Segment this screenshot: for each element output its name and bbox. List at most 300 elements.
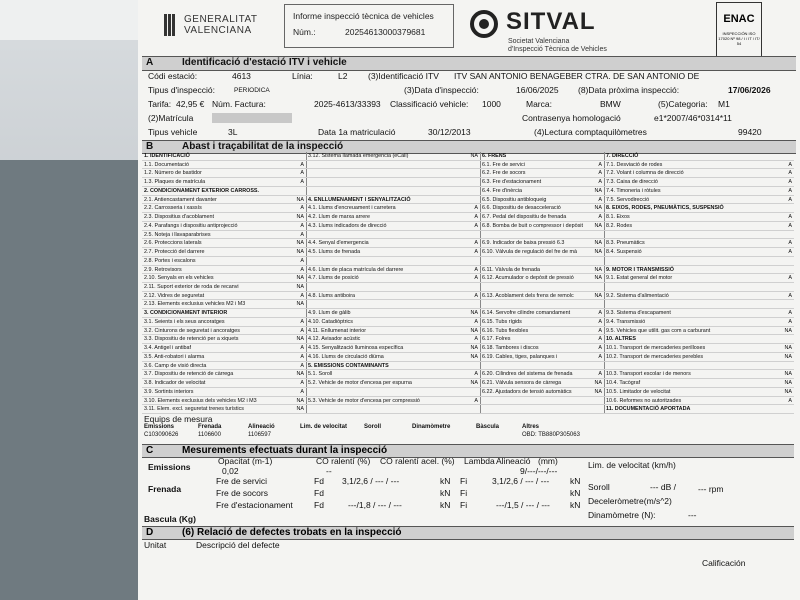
defects-table: [142, 538, 794, 600]
background-desk: [0, 160, 150, 600]
inspection-item-label: 7.1. Desviació de rodes: [606, 161, 663, 168]
report-id-box: [284, 4, 454, 48]
inspection-item-result: A: [474, 266, 478, 273]
kn-1b: kN: [570, 476, 581, 486]
inspection-item-label: 4.3. Llums indicadors de direcció: [308, 222, 387, 229]
data-prox-label: (8)Data pròxima inspecció:: [578, 85, 680, 95]
inspection-item-label: 6.7. Pedal del dispositiu de frenada: [482, 214, 567, 221]
inspection-item-result: NA: [594, 266, 602, 273]
sitval-sub1: Societat Valenciana: [508, 38, 570, 45]
inspection-item-label: 4.11. Enllumenat interior: [308, 327, 367, 334]
inspection-item-result: NA: [470, 353, 478, 360]
inspection-item-result: A: [300, 388, 304, 395]
inspection-item-result: NA: [296, 249, 304, 256]
inspection-item-label: 2.11. Suport exterior de roda de recanvi: [144, 284, 239, 290]
inspection-item-result: NA: [594, 380, 602, 387]
inspection-item: [306, 161, 480, 170]
inspection-item-result: A: [474, 240, 478, 247]
inspection-item-label: 3.6. Camp de visió directa: [144, 362, 207, 369]
items-group-header: [142, 309, 306, 318]
tarifa-label: Tarifa:: [148, 99, 172, 109]
inspection-item: [480, 248, 604, 257]
inspection-item-result: NA: [296, 406, 304, 413]
inspection-item-result: A: [300, 292, 304, 299]
inspection-item: [306, 405, 480, 414]
linia-label: Línia:: [292, 71, 313, 81]
inspection-item-result: NA: [594, 388, 602, 395]
inspection-item-label: 7.5. Servodirecció: [606, 196, 650, 203]
inspection-item: [306, 257, 480, 266]
inspection-item-label: 3.10. Elements exclusius dels vehicles M2 i M3: [144, 397, 257, 404]
items-group-header: [604, 405, 794, 414]
fi-1-value: 3,1/2,6 / --- / ---: [492, 476, 550, 486]
inspection-item: [142, 204, 306, 213]
inspection-item: [604, 274, 794, 283]
classif-label: Classificació vehicle:: [390, 99, 469, 109]
section-d-letter: D: [146, 527, 154, 538]
inspection-item-label: 4.7. Llums de posició: [308, 275, 359, 282]
lim-vel-label: Lim. de velocitat (km/h): [588, 460, 676, 470]
inspection-item-result: A: [300, 327, 304, 334]
inspection-item-label: 6. FRENS: [482, 153, 507, 159]
inspection-item-result: NA: [296, 196, 304, 203]
inspection-item-label: 3.1. Seients i els seus ancoratges: [144, 318, 225, 325]
inspection-item-label: 3.4. Antigel i antibaf: [144, 345, 192, 352]
inspection-item-result: A: [598, 170, 602, 177]
inspection-item-label: 10.1. Transport de mercaderies perilloses: [606, 345, 706, 352]
inspection-item-label: 1. IDENTIFICACIÓ: [144, 153, 190, 159]
inspection-item-label: 7.2. Volant i columna de direcció: [606, 170, 684, 177]
inspection-item-result: A: [300, 231, 304, 238]
inspection-item-label: 10.5. Limitador de velocitat: [606, 388, 671, 395]
inspection-item-result: A: [598, 318, 602, 325]
inspection-item-label: 3.12. Sistema llamada emergencia (eCall): [308, 153, 409, 159]
enac-badge: [716, 2, 762, 58]
inspection-item-result: A: [598, 371, 602, 378]
row-tipus-insp: [142, 85, 796, 97]
categoria-label: (5)Categoria:: [658, 99, 708, 109]
factura-label: Núm. Factura:: [212, 99, 266, 109]
section-b-title: Abast i traçabilitat de la inspecció: [182, 141, 344, 152]
inspection-item-result: A: [474, 249, 478, 256]
inspection-item: [480, 196, 604, 205]
inspection-item: [142, 292, 306, 301]
inspection-item: [480, 222, 604, 231]
linia-value: L2: [338, 71, 348, 81]
inspection-item: [142, 196, 306, 205]
inspection-item: [142, 318, 306, 327]
equips-soroll-label: Soroll: [364, 424, 382, 430]
inspection-item-result: A: [788, 196, 792, 203]
equips-frenada-label: Frenada: [198, 424, 222, 430]
inspection-item: [142, 213, 306, 222]
ident-label: (3)Identificació ITV: [368, 71, 439, 81]
inspection-item-label: 6.2. Fre de socors: [482, 170, 526, 177]
inspection-item: [306, 231, 480, 240]
inspection-item: [306, 274, 480, 283]
inspection-item-label: 4.2. Llum de marxa arrere: [308, 214, 371, 221]
inspection-item: [142, 327, 306, 336]
inspection-item: [306, 318, 480, 327]
inspection-item-result: NA: [594, 240, 602, 247]
inspection-item-label: 3.5. Anti-robatori i alarma: [144, 353, 205, 360]
inspection-item: [604, 231, 794, 240]
inspection-item: [480, 300, 604, 309]
inspection-item-label: 4.15. Senyalització lluminosa específica: [308, 345, 404, 352]
inspection-item-label: 8. EIXOS, RODES, PNEUMÀTICS, SUSPENSIÓ: [606, 205, 724, 212]
inspection-item-result: A: [300, 161, 304, 168]
soroll-value: --- dB /: [650, 482, 676, 492]
inspection-item: [604, 169, 794, 178]
enac-sub: INSPECCIÓN ISO 17020 Nº 98 / I / IT / IT/ 54: [718, 31, 760, 46]
inspection-item: [306, 178, 480, 187]
inspection-item-label: 3.7. Dispositiu de retenció de càrrega: [144, 371, 234, 378]
section-c-title: Mesurements efectuats durant la inspecció: [182, 445, 388, 456]
inspection-item-label: 1.2. Número de bastidor: [144, 170, 202, 177]
inspection-item-label: 4.10. Catadiòptrics: [308, 318, 353, 325]
inspection-item-result: NA: [594, 275, 602, 282]
lectura-value: 99420: [738, 127, 762, 137]
inspection-item-result: A: [598, 353, 602, 360]
inspection-item: [604, 292, 794, 301]
calificacio-label: Calificación: [702, 558, 746, 568]
data-insp-label: (3)Data d'inspecció:: [404, 85, 479, 95]
inspection-item: [480, 405, 604, 414]
inspection-item-result: NA: [470, 153, 478, 159]
inspection-item-result: A: [788, 249, 792, 256]
inspection-item-result: NA: [784, 327, 792, 334]
section-a-header: [142, 56, 796, 71]
codi-value: 4613: [232, 71, 251, 81]
inspection-item-result: NA: [784, 345, 792, 352]
kn-2a: kN: [440, 488, 451, 498]
kn-1a: kN: [440, 476, 451, 486]
inspection-item-label: 2.2. Carrosseria i xassís: [144, 205, 202, 212]
report-number-label: Núm.:: [293, 27, 316, 37]
dinam-label: Dinamòmetre (N):: [588, 510, 656, 520]
inspection-item: [604, 370, 794, 379]
inspection-item: [142, 239, 306, 248]
sitval-logo-icon: [470, 10, 498, 38]
inspection-item-result: A: [788, 310, 792, 317]
inspection-item-label: 4.8. Llums antiboira: [308, 292, 356, 299]
inspection-item-label: 2.6. Proteccions laterals: [144, 240, 202, 247]
inspection-item-result: NA: [594, 187, 602, 194]
alineacio-label: Alineació: [496, 456, 531, 466]
inspection-item: [142, 370, 306, 379]
inspection-item-label: 10. ALTRES: [606, 336, 636, 343]
inspection-item-label: 2.8. Portes i escalons: [144, 257, 196, 264]
inspection-item-label: 8.4. Suspensió: [606, 249, 642, 256]
equips-lim-label: Lim. de velocitat: [300, 424, 348, 430]
inspection-item-result: A: [788, 187, 792, 194]
inspection-item: [604, 187, 794, 196]
co-acel-label: CO ralentí acel. (%): [380, 456, 455, 466]
decel-label: Deceleròmetre(m/s^2): [588, 496, 672, 506]
fre-estac-label: Fre d'estacionament: [216, 500, 293, 510]
equips-alineacio-label: Alineació: [248, 424, 275, 430]
inspection-item-label: 2.3. Dispositius d'acoblament: [144, 214, 214, 221]
fi-1: Fi: [460, 476, 468, 486]
row-tipus-vehicle: [142, 127, 796, 139]
inspection-item-label: 5.2. Vehicle de motor d'encesa per espurna: [308, 380, 412, 387]
marca-value: BMW: [600, 99, 621, 109]
inspection-item: [480, 187, 604, 196]
inspection-item: [604, 222, 794, 231]
generalitat-name: [184, 14, 257, 36]
fd-3-value: ---/1,8 / --- / ---: [348, 500, 402, 510]
inspection-item: [604, 397, 794, 406]
inspection-item-label: 6.19. Cables, tiges, palanques i: [482, 353, 558, 360]
inspection-item: [604, 309, 794, 318]
inspection-item-label: 9.4. Transmissió: [606, 318, 646, 325]
inspection-item: [604, 239, 794, 248]
inspection-item: [142, 283, 306, 292]
inspection-item: [480, 327, 604, 336]
inspection-item-label: 4.9. Llum de gàlib: [308, 310, 351, 317]
inspection-item-label: 4.12. Avisador acústic: [308, 336, 361, 343]
inspection-item-result: A: [788, 318, 792, 325]
inspection-items-grid: [142, 152, 794, 414]
inspection-item: [604, 327, 794, 336]
tarifa-value: 42,95 €: [176, 99, 205, 109]
inspection-item-label: 2.10. Senyals en els vehicles: [144, 275, 214, 282]
inspection-item-result: NA: [594, 222, 602, 229]
ident-value: ITV SAN ANTONIO BENAGEBER CTRA. DE SAN ANTONIO DE: [454, 71, 700, 81]
inspection-item: [142, 274, 306, 283]
inspection-item-result: NA: [296, 301, 304, 308]
fi-2: Fi: [460, 488, 468, 498]
inspection-item-result: A: [300, 205, 304, 212]
inspection-item-result: A: [300, 345, 304, 352]
unitat-label: Unitat: [144, 540, 167, 550]
sitval-name: SITVAL: [506, 8, 596, 35]
inspection-item-label: 2.9. Retrovisors: [144, 266, 182, 273]
inspection-item-result: NA: [784, 380, 792, 387]
inspection-item: [142, 379, 306, 388]
section-a-title: Identificació d'estació ITV i vehicle: [182, 57, 347, 68]
lectura-label: (4)Lectura comptaquilòmetres: [534, 127, 647, 137]
frenada-label: Frenada: [148, 484, 182, 494]
inspection-item-label: 4.4. Senyal d'emergencia: [308, 240, 369, 247]
inspection-item-result: NA: [296, 371, 304, 378]
inspection-item-label: 8.3. Pneumàtics: [606, 240, 645, 247]
inspection-item-result: A: [300, 170, 304, 177]
inspection-item: [306, 283, 480, 292]
inspection-item-result: A: [300, 266, 304, 273]
alineacio-unit: (mm): [538, 456, 558, 466]
section-b-letter: B: [146, 141, 154, 152]
inspection-item: [480, 318, 604, 327]
co-ralenti-label: CO ralentí (%): [316, 456, 371, 466]
inspection-item-result: NA: [594, 205, 602, 212]
inspection-item: [306, 169, 480, 178]
inspection-item-result: NA: [296, 336, 304, 343]
inspection-item-label: 8.1. Eixos: [606, 214, 630, 221]
section-c-letter: C: [146, 445, 154, 456]
items-column-3: [480, 152, 605, 414]
inspection-item-result: A: [300, 179, 304, 186]
report-header: [138, 0, 800, 55]
inspection-item-result: NA: [784, 353, 792, 360]
items-column-2: [306, 152, 481, 414]
equips-dinamometre-label: Dinamòmetre: [412, 424, 451, 430]
inspection-item-label: 6.4. Fre d'inèrcia: [482, 187, 522, 194]
fd-3: Fd: [314, 500, 324, 510]
inspection-item-result: A: [598, 336, 602, 343]
inspection-item-label: 10.4. Tacògraf: [606, 380, 641, 387]
inspection-item-label: 5.3. Vehicle de motor d'encesa per compressió: [308, 397, 420, 404]
inspection-item-label: 4.6. Llum de placa matrícula del darrere: [308, 266, 404, 273]
inspection-item-label: 6.20. Cilindres del sistema de frenada: [482, 371, 573, 378]
inspection-item-label: 3.2. Cinturons de seguretat i ancoratges: [144, 327, 240, 334]
inspection-report: [138, 0, 800, 600]
inspection-item-result: A: [788, 292, 792, 299]
inspection-item: [604, 362, 794, 371]
inspection-item: [306, 204, 480, 213]
data-matric-label: Data 1a matriculació: [318, 127, 396, 137]
factura-value: 2025-4613/33393: [314, 99, 381, 109]
inspection-item-result: A: [598, 179, 602, 186]
inspection-item: [604, 196, 794, 205]
inspection-item-result: A: [788, 275, 792, 282]
inspection-item: [142, 362, 306, 371]
inspection-item: [480, 344, 604, 353]
inspection-item-result: NA: [470, 345, 478, 352]
fre-socors-label: Fre de socors: [216, 488, 268, 498]
inspection-item-label: 2.1. Antiencastament davanter: [144, 196, 217, 203]
inspection-item: [306, 248, 480, 257]
inspection-item: [480, 292, 604, 301]
categoria-value: M1: [718, 99, 730, 109]
inspection-item: [142, 353, 306, 362]
inspection-item: [480, 266, 604, 275]
inspection-item-result: A: [474, 275, 478, 282]
inspection-item-result: NA: [296, 214, 304, 221]
inspection-item: [480, 239, 604, 248]
inspection-item-label: 11. DOCUMENTACIÓ APORTADA: [606, 406, 691, 413]
inspection-item: [142, 344, 306, 353]
inspection-item-label: 3. CONDICIONAMENT INTERIOR: [144, 310, 228, 317]
inspection-item: [142, 257, 306, 266]
inspection-item-result: A: [598, 214, 602, 221]
inspection-item-label: 6.5. Dispositiu antibloqueig: [482, 196, 547, 203]
background-sheet: [0, 0, 160, 40]
enac-label: ENAC: [723, 13, 755, 25]
equips-emissions-label: Emissions: [144, 424, 175, 430]
inspection-item-result: A: [474, 292, 478, 299]
inspection-item-label: 5. EMISSIONS CONTAMINANTS: [308, 362, 389, 369]
inspection-item: [306, 327, 480, 336]
items-group-header: [306, 196, 480, 205]
inspection-item-label: 3.3. Dispositiu de retenció per a xiquets: [144, 336, 239, 343]
inspection-item: [306, 397, 480, 406]
fd-2: Fd: [314, 488, 324, 498]
inspection-item-label: 1.1. Documentació: [144, 161, 189, 168]
inspection-item-result: A: [598, 327, 602, 334]
inspection-item-label: 6.6. Dispositiu de desacceleració: [482, 205, 561, 212]
inspection-item-label: 7.3. Caixa de direcció: [606, 179, 658, 186]
row-matricula: [142, 113, 796, 125]
measurements-grid: [142, 456, 794, 526]
inspection-item-label: 6.12. Acumulador o depòsit de pressió: [482, 275, 574, 282]
equips-mesura: [142, 414, 794, 442]
inspection-item-label: 3.11. Elem. excl. seguretat trenes turístics: [144, 406, 244, 413]
inspection-item: [306, 187, 480, 196]
inspection-item: [480, 335, 604, 344]
inspection-item-result: A: [300, 257, 304, 264]
inspection-item-result: A: [788, 161, 792, 168]
inspection-item: [142, 405, 306, 414]
inspection-item: [480, 178, 604, 187]
inspection-item-label: 10.2. Transport de mercaderies perebles: [606, 353, 704, 360]
generalitat-line1: GENERALITAT: [184, 14, 258, 25]
inspection-item-label: 6.13. Acoblament dels frens de remolc: [482, 292, 574, 299]
inspection-item: [306, 335, 480, 344]
inspection-item-result: A: [474, 205, 478, 212]
inspection-item-result: A: [598, 310, 602, 317]
equips-altres-label: Altres: [522, 424, 540, 430]
inspection-item: [306, 239, 480, 248]
kn-2b: kN: [570, 488, 581, 498]
inspection-item-result: A: [474, 336, 478, 343]
inspection-item-result: NA: [470, 327, 478, 334]
inspection-item: [480, 379, 604, 388]
alineacio-value: 9/---/---/---: [520, 466, 558, 476]
opacitat-label: Opacitat (m-1): [218, 456, 273, 466]
inspection-item-label: 6.22. Ajustadors de tensió automàtics: [482, 388, 572, 395]
inspection-item: [480, 362, 604, 371]
inspection-item: [306, 370, 480, 379]
inspection-item-label: 6.14. Servofre cilindre comandament: [482, 310, 571, 317]
row-tarifa: [142, 99, 796, 111]
inspection-item: [480, 257, 604, 266]
inspection-item-result: A: [300, 353, 304, 360]
inspection-item-label: 2. CONDICIONAMENT EXTERIOR CARROSS.: [144, 187, 260, 194]
inspection-item: [480, 388, 604, 397]
inspection-item: [142, 178, 306, 187]
inspection-item: [480, 353, 604, 362]
inspection-item-label: 9.2. Sistema d'alimentació: [606, 292, 669, 299]
data-prox-value: 17/06/2026: [728, 85, 771, 95]
inspection-item-label: 2.13. Elements exclusius vehicles M2 i M3: [144, 301, 246, 308]
inspection-item-label: 4.16. Llums de circulació diürna: [308, 353, 384, 360]
inspection-item: [142, 169, 306, 178]
inspection-item-label: 1.3. Plaques de matrícula: [144, 179, 206, 186]
inspection-item-label: 3.9. Sortints interiors: [144, 388, 194, 395]
inspection-item-result: A: [474, 222, 478, 229]
inspection-item-label: 4.1. Llums d'encreuament i carretera: [308, 205, 396, 212]
inspection-item-label: 6.17. Folres: [482, 336, 511, 343]
sitval-sub2: d'Inspecció Tècnica de Vehicles: [508, 46, 607, 53]
inspection-item: [604, 257, 794, 266]
opacitat-value: 0,02: [222, 466, 239, 476]
inspection-item: [142, 397, 306, 406]
inspection-item: [480, 274, 604, 283]
inspection-item-label: 8.2. Rodes: [606, 222, 633, 229]
inspection-item: [306, 379, 480, 388]
tipus-insp-label: Tipus d'inspecció:: [148, 85, 215, 95]
items-group-header: [480, 152, 604, 161]
inspection-item-result: NA: [296, 240, 304, 247]
inspection-item: [604, 213, 794, 222]
inspection-item-result: A: [598, 345, 602, 352]
inspection-item-result: A: [788, 397, 792, 404]
inspection-item-result: A: [300, 318, 304, 325]
fd-1: Fd: [314, 476, 324, 486]
kn-3b: kN: [570, 500, 581, 510]
descripcio-label: Descripció del defecte: [196, 540, 280, 550]
